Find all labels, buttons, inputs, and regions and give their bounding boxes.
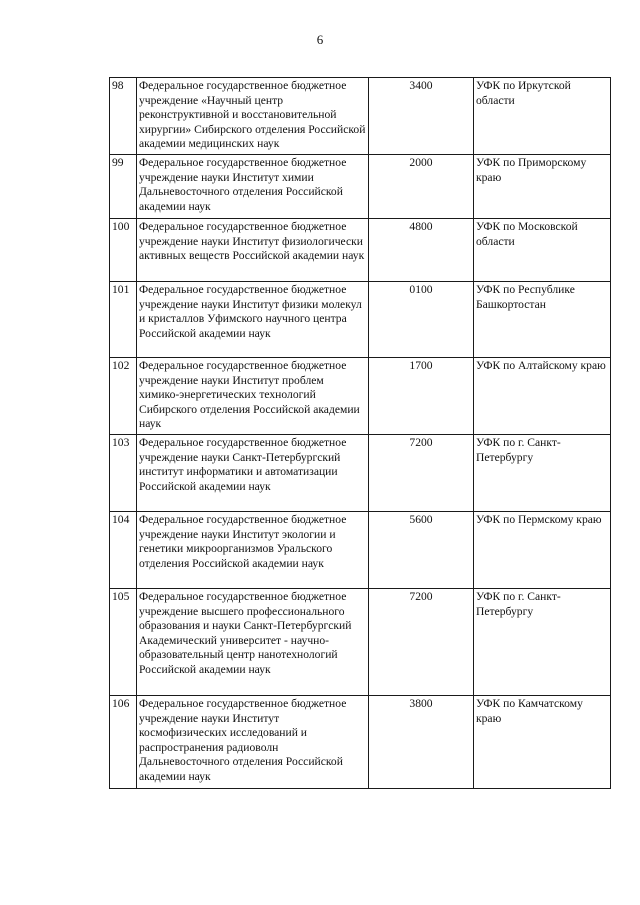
- institutions-table: [109, 77, 611, 789]
- ufk-name: УФК по Иркутской области: [474, 78, 611, 155]
- table-row: [110, 78, 611, 155]
- ufk-name: УФК по Камчатскому краю: [474, 695, 611, 788]
- table-row: [110, 218, 611, 281]
- institution-name: Федеральное государственное бюджетное учреждение науки Институт химии Дальневосточного отделения Российской академии наук: [137, 154, 369, 218]
- code-value: 2000: [369, 154, 474, 218]
- ufk-name: УФК по Приморскому краю: [474, 154, 611, 218]
- institution-name: Федеральное государственное бюджетное учреждение науки Институт физиологически активных веществ Российской академии наук: [137, 218, 369, 281]
- code-value: 4800: [369, 218, 474, 281]
- row-number: 106: [110, 695, 137, 788]
- ufk-name: УФК по г. Санкт-Петербургу: [474, 434, 611, 511]
- row-number: 104: [110, 511, 137, 588]
- code-value: 7200: [369, 434, 474, 511]
- table-row: [110, 357, 611, 434]
- row-number: 102: [110, 357, 137, 434]
- row-number: 98: [110, 78, 137, 155]
- ufk-name: УФК по Московской области: [474, 218, 611, 281]
- row-number: 105: [110, 588, 137, 695]
- code-value: 0100: [369, 281, 474, 357]
- ufk-name: УФК по Пермскому краю: [474, 511, 611, 588]
- page-number: 6: [316, 32, 324, 47]
- table-row: [110, 281, 611, 357]
- institution-name: Федеральное государственное бюджетное учреждение науки Институт физики молекул и кристаллов Уфимского научного центра Российской академии наук: [137, 281, 369, 357]
- table-row: [110, 154, 611, 218]
- row-number: 99: [110, 154, 137, 218]
- ufk-name: УФК по г. Санкт-Петербургу: [474, 588, 611, 695]
- institution-name: Федеральное государственное бюджетное учреждение высшего профессионального образования и науки Санкт-Петербургский Академический университет - научно-образовательный центр нанотехнологий Российской академии наук: [137, 588, 369, 695]
- row-number: 101: [110, 281, 137, 357]
- table-row: [110, 434, 611, 511]
- ufk-name: УФК по Алтайскому краю: [474, 357, 611, 434]
- code-value: 3800: [369, 695, 474, 788]
- row-number: 103: [110, 434, 137, 511]
- code-value: 3400: [369, 78, 474, 155]
- code-value: 7200: [369, 588, 474, 695]
- institution-name: Федеральное государственное бюджетное учреждение науки Институт космофизических исследований и распространения радиоволн Дальневосточного отделения Российской академии наук: [137, 695, 369, 788]
- code-value: 5600: [369, 511, 474, 588]
- institution-name: Федеральное государственное бюджетное учреждение науки Институт проблем химико-энергетических технологий Сибирского отделения Российской академии наук: [137, 357, 369, 434]
- row-number: 100: [110, 218, 137, 281]
- table-row: [110, 511, 611, 588]
- table-row: [110, 695, 611, 788]
- institution-name: Федеральное государственное бюджетное учреждение науки Институт экологии и генетики микроорганизмов Уральского отделения Российской академии наук: [137, 511, 369, 588]
- institution-name: Федеральное государственное бюджетное учреждение «Научный центр реконструктивной и восстановительной хирургии» Сибирского отделения Российской академии медицинских наук: [137, 78, 369, 155]
- code-value: 1700: [369, 357, 474, 434]
- institution-name: Федеральное государственное бюджетное учреждение науки Санкт-Петербургский институт информатики и автоматизации Российской академии наук: [137, 434, 369, 511]
- table-row: [110, 588, 611, 695]
- ufk-name: УФК по Республике Башкортостан: [474, 281, 611, 357]
